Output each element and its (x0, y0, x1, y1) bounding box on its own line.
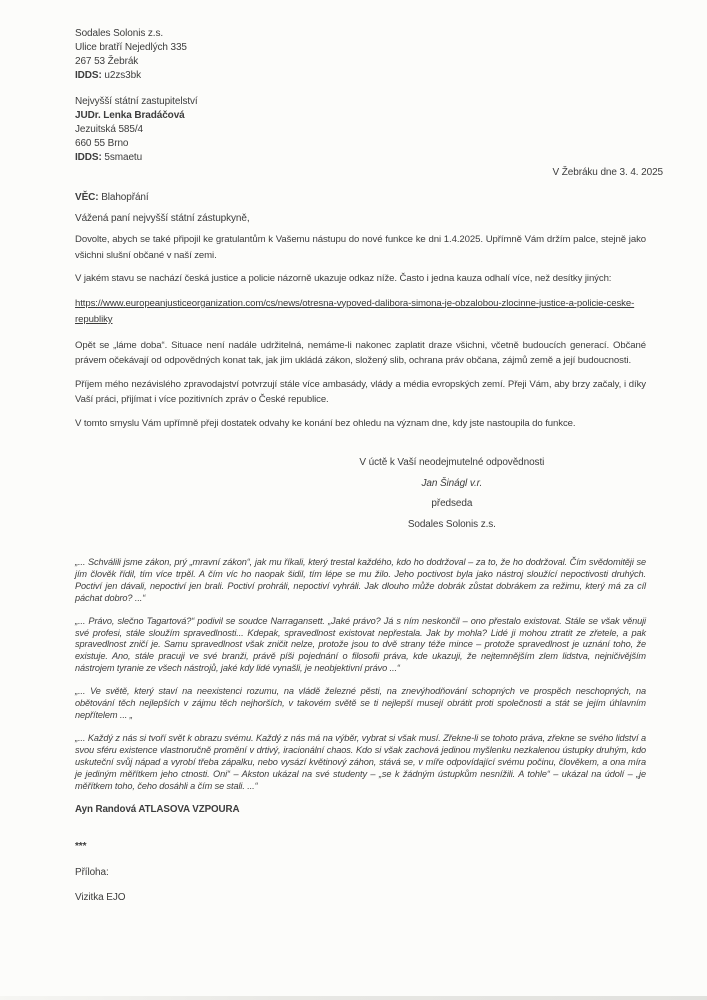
recipient-office: Nejvyšší státní zastupitelství (75, 96, 198, 107)
paragraph-justice-state: V jakém stavu se nachází česká justice a policie názorně ukazuje odkaz níže. Často i jedna kauza odhalí více, než desítky jiných: (75, 273, 612, 284)
date-line: V Žebráku dne 3. 4. 2025 (552, 167, 663, 178)
paragraph-wish: V tomto smyslu Vám upřímně přeji dostatek odvahy ke konání bez ohledu na význam dne, kdy jste nastoupila do funkce. (75, 417, 576, 429)
sender-city: 267 53 Žebrák (75, 56, 139, 67)
recipient-name: JUDr. Lenka Bradáčová (75, 110, 185, 121)
signature-title: předseda (431, 498, 473, 509)
paragraph-lame-doba: Opět se „láme doba“. Situace není nadále udržitelná, nemáme-li nakonec zaplatit draze všichni, včetně budoucích generací. Občané právem očekávají od odpovědných konat tak, jak jim ukládá zákon, složený slib, ochrana práv občana, zájmů země a její budoucnosti. (75, 339, 646, 366)
paragraph-zpravodajstvi: Příjem mého nezávislého zpravodajství potvrzují stále více ambasády, vlády a média evropských zemí. Přeji Vám, aby brzy začaly, i díky Vaší práci, přijímat i více pozitivních zpráv o České republice. (75, 378, 646, 405)
paragraph-congratulation: Dovolte, abych se také připojil ke gratulantům k Vašemu nástupu do nové funkce ke dni 1.4.2025. Upřímně Vám držím palce, stejně jako všichni slušní občané v naší zemi. (75, 234, 646, 261)
quote-judge-narragansett: „... Právo, slečno Tagartová?“ podivil se soudce Narragansett. „Jaké právo? Já s ním neskončil – ono přestalo existovat. Stále se však věnuji své profesi, stále sloužím spravedlnosti... Kdepak, spravedlnost existovat nepřestala. Jak by mohla? Lidé ji mohou ztratit ze zřetele, a pak spravedlnost zničí je. Samu spravedlnost však zničit nelze, protože jsou to dvě strany téže mince – protože spravedlnost je uznání toho, že existuje. Ano, stále pracuji ve své branži, právě píši pojednání o filosofii práva, kde ukazuji, že nejtemnějším zlem lidstva, nejničivějším nástrojem tyranie ze všech nástrojů, jaké kdy lidé vynašli, je neobjektivní právo ...“ (75, 615, 646, 674)
quote-akston: „... Každý z nás si tvoří svět k obrazu svému. Každý z nás má na výběr, vybrat si však musí. Zřekne-li se tohoto práva, zřekne se svého lidství a svou sféru existence vlastnoručně promění v drtivý, iracionální chaos. Kdo si však zachová jedinou myšlenku nezkalenou ústupky druhým, kdo uskuteční svůj nápad a vyrobí třeba zápalku, nebo vysází květinový záhon, stává se, v míře odpovídající svému počinu, člověkem, a ona míra je jediným měřítkem jeho ctnosti. Oni“ – Akston ukázal na své studenty – „se k žádným ústupkům nesnížili. A tohle“ – ukázal na údolí – „je měřítkem toho, čeho dosáhli a čím se stali. ...“ (75, 732, 646, 791)
article-link-line2[interactable]: republiky (75, 314, 113, 325)
recipient-idds-label: IDDS: (75, 152, 102, 163)
recipient-address (75, 95, 646, 165)
quote-moral-law: „... Schválili jsme zákon, prý „mravní zákon“, jak mu říkali, který trestal každého, kdo ho dodržoval – za to, že ho dodržoval. Čím svědomitěji se jím člověk řídil, tím více trpěl. A čím víc ho naopak šidil, tím lépe se mu žilo. Jeho poctivost byla jako nástroj sloužící nepoctivosti druhých. Poctiví jen dávali, nepoctiví jen brali. Poctiví prohráli, nepoctiví vyhráli. Jak dlouho může dobrák zůstat dobrákem za režimu, který má za cíl páchat dobro? ...“ (75, 557, 646, 603)
recipient-city: 660 55 Brno (75, 138, 129, 149)
recipient-idds-value: 5smaetu (104, 152, 143, 163)
subject-line (75, 192, 646, 203)
subject-text: Blahopřání (101, 192, 149, 203)
sender-idds-value: u2zs3bk (104, 70, 141, 81)
recipient-idds (75, 151, 646, 165)
quote-attribution: Ayn Randová ATLASOVA VZPOURA (75, 804, 240, 816)
signature-org: Sodales Solonis z.s. (407, 518, 496, 530)
article-link[interactable] (75, 296, 646, 329)
scan-bottom-edge (0, 996, 707, 1000)
salutation: Vážená paní nejvyšší státní zástupkyně, (75, 213, 250, 224)
separator-asterisks: *** (75, 841, 87, 853)
sender-address (75, 27, 646, 83)
subject-label: VĚC: (75, 192, 99, 203)
quotes-section (75, 557, 646, 815)
signature-block (281, 453, 624, 535)
sender-idds-label: IDDS: (75, 70, 102, 81)
sender-org: Sodales Solonis z.s. (75, 28, 164, 39)
closing-respect-line: V úctě k Vaší neodejmutelné odpovědnosti (359, 457, 545, 468)
article-link-line1[interactable]: https://www.europeanjusticeorganization.com/cs/news/otresna-vypoved-dalibora-simona-je-obzalobou-zlocinne-justice-a-policie-ceske- (75, 297, 635, 309)
attachment-label: Příloha: (75, 867, 109, 879)
sender-idds (75, 69, 646, 83)
recipient-street: Jezuitská 585/4 (75, 124, 143, 135)
attachment-value: Vizitka EJO (75, 892, 126, 904)
sender-street: Ulice bratří Nejedlých 335 (75, 42, 187, 53)
quote-world-without-reason: „... Ve světě, který staví na neexistenci rozumu, na vládě železné pěsti, na znevýhodňování schopných ve prospěch neschopných, na obětování těch nejlepších v zájmu těch nejhorších, v takovém světě se ti nejlepší musejí obrátit proti společnosti a stát se jejím úhlavním nepřítelem ... „ (75, 686, 646, 720)
signature-name: Jan Šinágl v.r. (421, 477, 483, 489)
